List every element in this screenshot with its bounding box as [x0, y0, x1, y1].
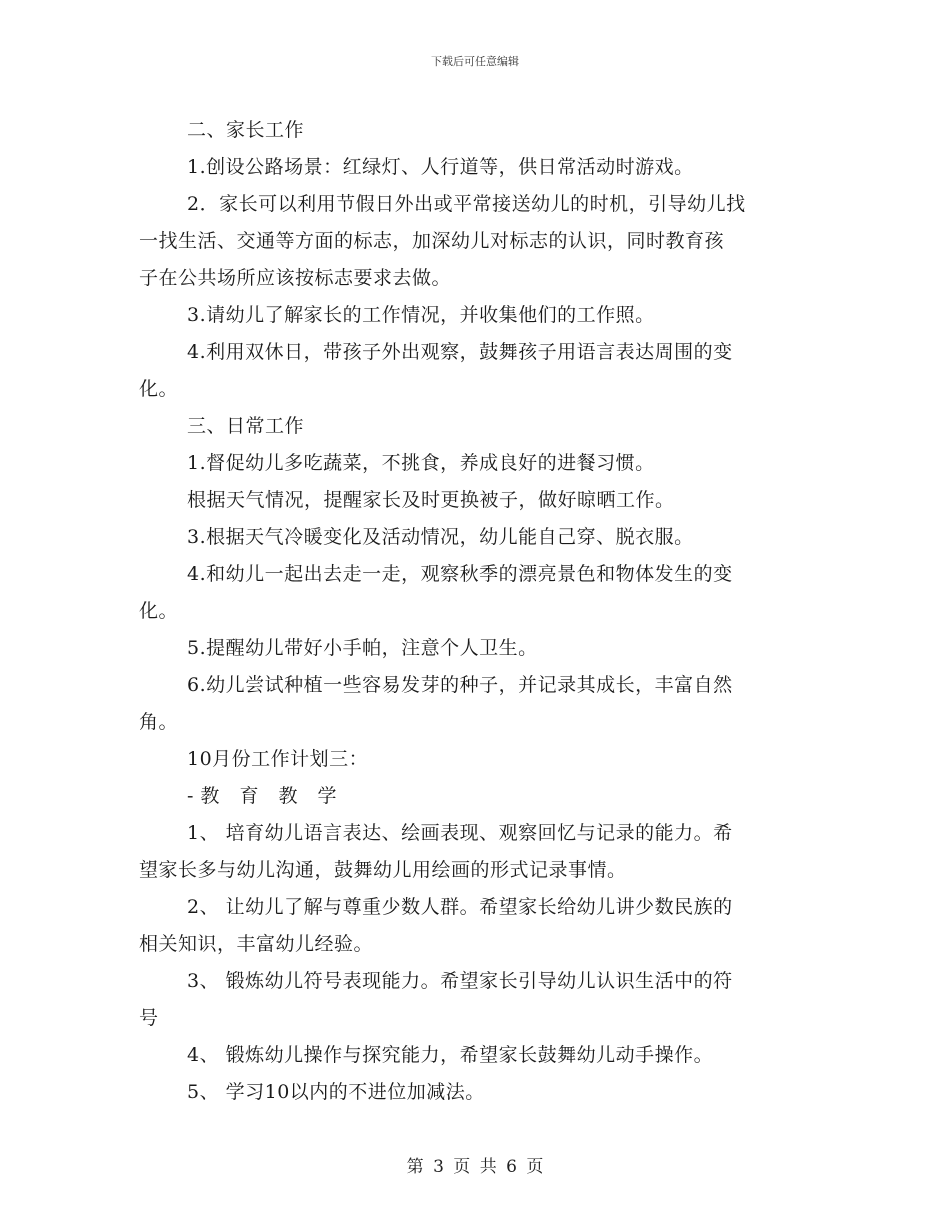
- paragraph-line: 化。: [139, 600, 179, 622]
- paragraph-line: 角。: [139, 711, 179, 733]
- paragraph-line: 一找生活、交通等方面的标志，加深幼儿对标志的认识，同时教育孩: [139, 230, 725, 252]
- paragraph-line: 3.请幼儿了解家长的工作情况，并收集他们的工作照。: [187, 304, 655, 326]
- section-heading-plan-three: 10月份工作计划三：: [187, 748, 369, 770]
- paragraph-line: 2、 让幼儿了解与尊重少数人群。希望家长给幼儿讲少数民族的: [187, 896, 733, 918]
- paragraph-line: 1、 培育幼儿语言表达、绘画表现、观察回忆与记录的能力。希: [187, 822, 733, 844]
- paragraph-line: 6.幼儿尝试种植一些容易发芽的种子，并记录其成长，丰富自然: [187, 674, 733, 696]
- paragraph-line: 2．家长可以利用节假日外出或平常接送幼儿的时机，引导幼儿找: [187, 193, 746, 215]
- paragraph-line: 5、 学习10以内的不进位加减法。: [187, 1081, 485, 1103]
- paragraph-line: 3.根据天气冷暖变化及活动情况，幼儿能自己穿、脱衣服。: [187, 526, 694, 548]
- paragraph-line: 4、 锻炼幼儿操作与探究能力，希望家长鼓舞幼儿动手操作。: [187, 1044, 714, 1066]
- paragraph-line: 4.和幼儿一起出去走一走，观察秋季的漂亮景色和物体发生的变: [187, 563, 733, 585]
- page-header: 下载后可任意编辑: [431, 55, 519, 68]
- paragraph-line: 号: [139, 1007, 159, 1029]
- paragraph-line: 望家长多与幼儿沟通，鼓舞幼儿用绘画的形式记录事情。: [139, 859, 627, 881]
- subsection-heading-teaching: -教 育 教 学: [187, 785, 344, 807]
- page-number-footer: 第 3 页 共 6 页: [406, 1157, 544, 1177]
- paragraph-line: 1.创设公路场景：红绿灯、人行道等，供日常活动时游戏。: [187, 156, 694, 178]
- paragraph-line: 化。: [139, 378, 179, 400]
- paragraph-line: 相关知识，丰富幼儿经验。: [139, 933, 374, 955]
- paragraph-line: 3、 锻炼幼儿符号表现能力。希望家长引导幼儿认识生活中的符: [187, 970, 733, 992]
- section-heading-parent-work: 二、家长工作: [187, 119, 305, 141]
- paragraph-line: 1.督促幼儿多吃蔬菜，不挑食，养成良好的进餐习惯。: [187, 452, 655, 474]
- paragraph-line: 5.提醒幼儿带好小手帕，注意个人卫生。: [187, 637, 538, 659]
- paragraph-line: 子在公共场所应该按标志要求去做。: [139, 267, 452, 289]
- paragraph-line: 4.利用双休日，带孩子外出观察，鼓舞孩子用语言表达周围的变: [187, 341, 733, 363]
- document-body: [139, 112, 811, 1111]
- section-heading-daily-work: 三、日常工作: [187, 415, 305, 437]
- paragraph-line: 根据天气情况，提醒家长及时更换被子，做好晾晒工作。: [187, 489, 675, 511]
